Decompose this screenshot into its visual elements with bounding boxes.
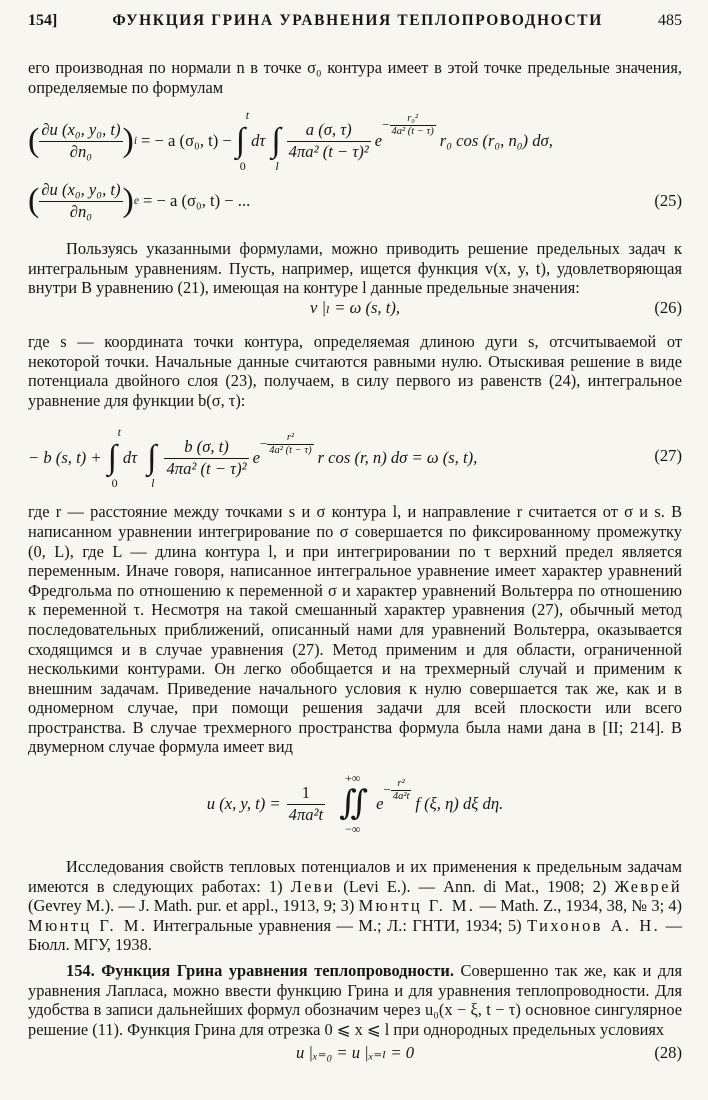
eq25-exponent: − $\frac{\text{r₀²}}{\text{4a² (t − τ)}}$ [382,113,434,138]
eq-u-fraction-denominator: 4πa²t [288,805,324,825]
eq27-tail: r cos (r, n) dσ = ω (s, t), [317,448,478,468]
eq25-fraction-denominator: 4πa² (t − τ)² [288,142,369,162]
eq25-subscript-i: i [133,135,138,148]
eq25-int-lower: 0 [239,159,246,174]
eq25-lhs-numerator: ∂u (x₀, y₀, t) [39,120,122,142]
paragraph-3: где s — координата точки контура, определяемая длиною дуги s, отсчитываемой от некоторой точки. Начальные данные считаются равными нулю. Отыскивая решение в виде потенциала двойного слоя (23), получаем, в силу первого из равенств (24), интегральное уравнение для функции b(σ, τ): [28,331,682,410]
eq-u-exponent-denominator: 4a²t [392,791,410,803]
equation-26 [28,298,682,324]
eq25b-lhs-numerator: ∂u (x₀, y₀, t) [39,180,122,202]
section-number: 154. [66,961,95,981]
eq27-exponent-denominator: 4a² (t − τ) [269,445,312,457]
ref-author-3: Мюнтц Г. М. [358,896,476,916]
eq27-integral-contour: ∫ l [147,439,157,491]
eq25-dtau: dτ [251,131,266,151]
paragraph-5-references: Исследования свойств тепловых потенциалов и их применения к предельным задачам имеются в следующих работах: 1) Леви (Levi E.). — Ann. di Mat., 1908; 2) Жеврей (Gevrey M.). — J. Math. pur. et appl., 1913, 9; 3) Мюнтц Г. М. — Math. Z., 1934, 38, № 3; 4) Мюнтц Г. М. Интегральные уравнения — М.; Л.: ГНТИ, 1934; 5) Тихонов А. Н. — Бюлл. МГУ, 1938. [28,857,682,955]
ref-author-2: Жеврей [614,876,682,896]
eq-u-double-integral: ∬ +∞ −∞ [339,771,369,837]
ref-author-5: Тихонов А. Н. [527,915,661,935]
eq25-fraction-numerator: a (σ, τ) [287,120,371,142]
equation-27: − b (s, t) + ∫ t 0 dτ ∫ l $\frac{b (\sigma, t)}{\text{4πa² (t − τ)²}}$ e − $\frac{\text{r²}}{\text{4a² (t − τ)}}$ r cos (r, n) dσ = ω (s, t), (27) [28,425,682,491]
eq-u-exponent-numerator: r² [391,778,412,791]
ref-author-1: Леви [290,876,336,896]
eq27-integral-dtau: ∫ t 0 [107,425,121,491]
eq-u-lhs: u (x, y, t) = [206,794,281,814]
paragraph-1: его производная по нормали n в точке σ₀ контура имеет в этой точке предельные значения, определяемые по формулам [28,58,682,97]
eq27-exponent: − $\frac{\text{r²}}{\text{4a² (t − τ)}}$ [259,432,312,457]
equation-u-2d: u (x, y, t) = $\frac{1}{\text{4πa²t}}$ ∬ +∞ −∞ e − $\frac{\text{r²}}{\text{4a²t}}$ f (ξ, η) dξ dη. [206,771,504,837]
eq27-int-upper: t [117,425,121,440]
equation-25-line-2: ( $\frac{\text{∂u (x₀, y₀, t)}}{\text{∂n₀}}$ ) e = − a (σ₀, t) − ... (25) [28,180,682,222]
eq27-fraction-numerator: b (σ, t) [164,437,248,459]
eq27-fraction-denominator: 4πa² (t − τ)² [166,459,247,479]
equation-25-line-1: ( $\frac{\text{∂u (x₀, y₀, t)}}{\text{∂n₀}}$ ) i = − a (σ₀, t) − ∫ t 0 dτ ∫ l $\frac{a (\sigma, \tau)}{\text{4πa² (t − τ)²}}$ e − $\frac{\text{r₀²}}{\text{4a² (t − τ)}}$ r₀ cos (r₀, n₀) dσ, [28,108,553,174]
running-header [28,12,682,42]
eq26-expression: v |ₗ = ω (s, t), [309,297,401,317]
eq27-int2-lower: l [151,476,155,491]
eq27-dtau: dτ [122,448,138,468]
equation-number-25: (25) [654,191,682,211]
eq25-exponent-numerator: r₀² [390,113,436,126]
eq25-int2-lower: l [275,159,279,174]
eq25b-lhs-denominator: ∂n₀ [69,202,93,222]
equation-number-28: (28) [654,1043,682,1063]
eq27-int-lower: 0 [111,476,118,491]
eq25-integral-dtau: ∫ t 0 [235,108,250,174]
equation-28 [28,1043,682,1067]
paragraph-6-section-154: 154. Функция Грина уравнения теплопроводности. Совершенно так же, как и для уравнения Лапласа, можно ввести функцию Грина и для уравнения теплопроводности. Для удобства в записи дальнейших формул обозначим через u₀(x − ξ, t − τ) основное сингулярное решение (11). Функция Грина для отрезка 0 ⩽ x ⩽ l при однородных предельных условиях [28,961,682,1039]
ref-author-4: Мюнтц Г. М. [28,915,148,935]
page-number: 485 [658,12,682,29]
equation-number-27: (27) [654,446,682,466]
eq25-int-upper: t [245,108,250,123]
eq-u-lower-limit: −∞ [345,822,361,837]
section-heading: Функция Грина уравнения теплопроводности. [101,961,454,981]
eq25-exponent-denominator: 4a² (t − τ) [391,126,434,138]
eq-u-fraction-numerator: 1 [287,783,326,805]
eq28-expression: u |ₓ₌₀ = u |ₓ₌ₗ = 0 [295,1043,415,1063]
eq-u-tail: f (ξ, η) dξ dη. [415,794,504,814]
running-title: ФУНКЦИЯ ГРИНА УРАВНЕНИЯ ТЕПЛОПРОВОДНОСТИ [112,12,603,29]
eq27-exponent-numerator: r² [267,432,313,445]
paragraph-4: где r — расстояние между точками s и σ контура l, и направление r считается от σ и s. В написанном уравнении интегрирование по σ совершается по фиксированному промежутку (0, L), где L — длина контура l, и при интегрировании по τ верхний предел является переменным. Иначе говоря, написанное интегральное уравнение имеет характер уравнений Фредгольма по отношению к переменной σ и характер уравнений Вольтерра по отношению к переменной τ. Несмотря на такой смешанный характер уравнения (27), обычный метод последовательных приближений, описанный нами для уравнений Вольтерра, оказывается сходящимся и в случае уравнения (27). Метод применим и для области, ограниченной несколькими контурами. Он легко обобщается и на трехмерный случай и применим к внешним задачам. Приведение начального условия к нулю совершается так же, как и в одномерном случае, при помощи решения задачи для всей плоскости или всего пространства. В случае трехмерного пространства формула была нами дана в [II; 214]. В двумерном случае формула имеет вид [28,502,682,757]
eq25-rhs-second: = − a (σ₀, t) − ... [142,191,251,211]
paragraph-2: Пользуясь указанными формулами, можно приводить решение предельных задач к интегральным уравнениям. Пусть, например, ищется функция v(x, y, t), удовлетворяющая внутри B уравнению (21), имеющая на контуре l данные предельные значения: [28,239,682,298]
section-marker: 154] [28,12,58,29]
equation-number-26: (26) [654,297,682,317]
eq25-tail: r₀ cos (r₀, n₀) dσ, [439,131,553,151]
eq-u-exponent: − $\frac{\text{r²}}{\text{4a²t}}$ [383,778,410,803]
eq25-rhs-first: = − a (σ₀, t) − [141,131,232,151]
eq25-lhs-denominator: ∂n₀ [69,142,93,162]
eq27-lhs: − b (s, t) + [28,448,102,468]
eq25-subscript-e: e [133,195,139,208]
eq25-integral-contour: ∫ l [271,122,281,174]
eq-u-upper-limit: +∞ [345,771,361,786]
